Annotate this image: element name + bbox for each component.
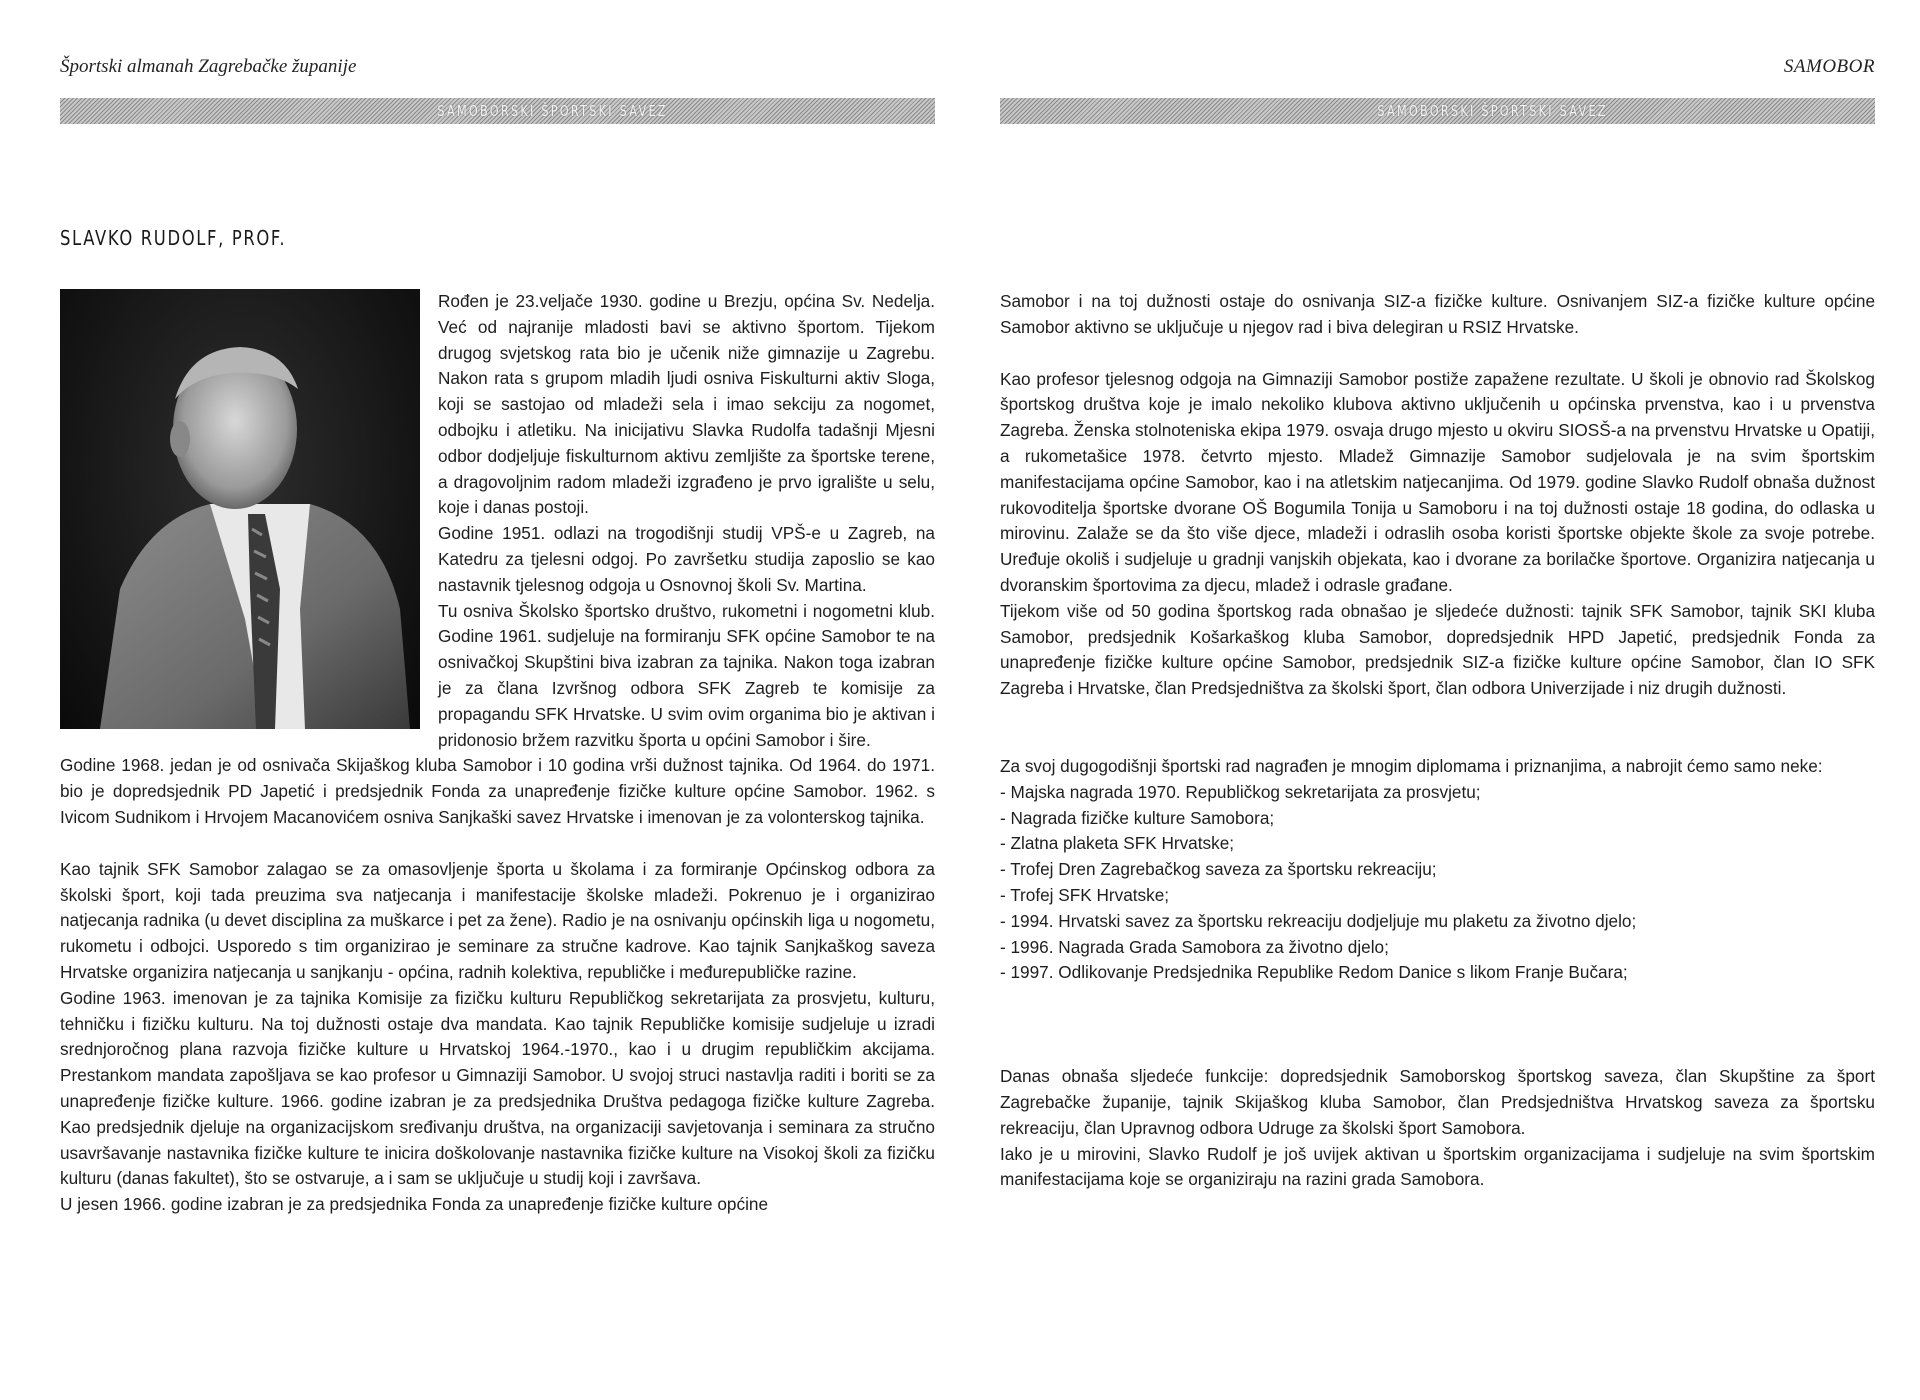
- paragraph: U jesen 1966. godine izabran je za predsjednika Fonda za unapređenje fizičke kulture općine: [60, 1194, 769, 1215]
- section-banner-left: [60, 98, 935, 124]
- paragraph: Kao tajnik SFK Samobor zalagao se za omasovljenje športa u školama i za formiranje Općinskog odbora za školski šport, koji tada preuzima sva natjecanja i manifestacije školske mladeži. Pokrenuo je i organizirao natjecanja radnika (u devet disciplina za muškarce i pet za žene). Radio je na osnivanju općinskih liga u nogometu, rukometu i odbojci. Usporedo s tim organizirao je seminare za stručne kadrove. Kao tajnik Sanjkaškog saveza Hrvatske organizira natjecanja u sanjkanju - općina, radnih kolektiva, republičke i međurepubličke razine.: [60, 858, 935, 982]
- running-head-left: Športski almanah Zagrebačke županije: [60, 56, 357, 77]
- right-article-body: [1000, 289, 1875, 1193]
- left-article-body: [60, 289, 935, 1218]
- list-item: - 1996. Nagrada Grada Samobora za životno djelo;: [1000, 936, 1389, 957]
- list-item: - Trofej Dren Zagrebačkog saveza za športsku rekreaciju;: [1000, 859, 1437, 880]
- paragraph: Tu osniva Školsko športsko društvo, rukometni i nogometni klub. Godine 1961. sudjeluje na formiranju SFK općine Samobor te na osnivačkoj Skupštini biva izabran za tajnika. Nakon toga izabran je za člana Izvršnog odbora SFK Zagreb te komisije za propagandu SFK Hrvatske. U svim ovim organima bio je aktivan i pridonosio bržem razvitku športa u općini Samobor i šire.: [438, 600, 935, 750]
- paragraph: Danas obnaša sljedeće funkcije: dopredsjednik Samoborskog športskog saveza, član Skupštine za šport Zagrebačke županije, tajnik Skijaškog kluba Samobor, član Predsjedništva Hrvatskog saveza za športsku rekreaciju, član Upravnog odbora Udruge za školski šport Samobora.: [1000, 1066, 1875, 1138]
- left-page: [60, 0, 935, 1400]
- paragraph: Rođen je 23.veljače 1930. godine u Brezju, općina Sv. Nedelja. Već od najranije mladosti bavi se aktivno športom. Tijekom drugog svjetskog rata bio je učenik niže gimnazije u Zagrebu. Nakon rata s grupom mladih ljudi osniva Fiskulturni aktiv Sloga, koji se sastojao od mladeži sela i imao sekciju za nogomet, odbojku i atletiku. Na inicijativu Slavka Rudolfa tadašnji Mjesni odbor dodjeljuje fiskulturnom aktivu zemljište za športske terene, a dragovoljnim radom mladeži izgrađeno je prvo igralište u selu, koje i danas postoji.: [438, 291, 935, 518]
- article-title: SLAVKO RUDOLF, PROF.: [60, 226, 287, 250]
- awards-intro: Za svoj dugogodišnji športski rad nagrađen je mnogim diplomama i priznanjima, a nabrojit ćemo samo neke:: [1000, 755, 1823, 776]
- paragraph: Kao profesor tjelesnog odgoja na Gimnaziji Samobor postiže zapažene rezultate. U školi je obnovio rad Školskog športskog društva koje je imalo nekoliko klubova aktivno uključenih u općinska prvenstva, kao i u prvenstva Zagreba. Ženska stolnoteniska ekipa 1979. osvaja drugo mjesto u okviru SIOSŠ-a na prvenstvu Hrvatske u Opatiji, a rukometašice 1978. četvrto mjesto. Mladež Gimnazije Samobor sudjelovala je na svim športskim manifestacijama općine Samobor, kao i na atletskim natjecanjima. Od 1979. godine Slavko Rudolf obnaša dužnost rukovoditelja športske dvorane OŠ Bogumila Tonija u Samoboru i na toj dužnosti ostaje 18 godina, do odlaska u mirovinu. Zalaže se da što više djece, mladeži i odraslih osoba koristi športske objekte škole za svoje potrebe. Uređuje okoliš i sudjeluje u gradnji vanjskih objekata, kao i dvorane za borilačke športove. Organizira natjecanja u dvoranskim športovima za djecu, mladež i odrasle građane.: [1000, 368, 1875, 595]
- banner-label-left: SAMOBORSKI ŠPORTSKI SAVEZ: [437, 102, 668, 120]
- banner-label-right: SAMOBORSKI ŠPORTSKI SAVEZ: [1377, 102, 1608, 120]
- paragraph: Godine 1951. odlazi na trogodišnji studij VPŠ-e u Zagreb, na Katedru za tjelesni odgoj. Po završetku studija zaposlio se kao nastavnik tjelesnog odgoja u Osnovnoj školi Sv. Martina.: [438, 523, 935, 595]
- right-page: [1000, 0, 1875, 1400]
- paragraph: Godine 1963. imenovan je za tajnika Komisije za fizičku kulturu Republičkog sekretarijata za prosvjetu, kulturu, tehničku i fizičku kulturu. Na toj dužnosti ostaje dva mandata. Kao tajnik Republičke komisije sudjeluje u izradi srednjoročnog plana razvoja fizičke kulture u Hrvatskoj 1964.-1970., kao i u drugim republičkim akcijama. Prestankom mandata zapošljava se kao profesor u Gimnaziji Samobor. U svojoj struci nastavlja raditi i boriti se za unapređenje fizičke kulture. 1966. godine izabran je za predsjednika Društva pedagoga fizičke kulture Zagreba. Kao predsjednik djeluje na organizacijskom sređivanju društva, na organizaciji savjetovanja i seminara za stručno usavršavanje nastavnika fizičke kulture te inicira doškolovanje nastavnika fizičke kulture na Visokoj školi za fizičku kulturu (danas fakultet), što se ostvaruje, a i sam se uključuje u studij koji i završava.: [60, 987, 935, 1189]
- paragraph: Tijekom više od 50 godina športskog rada obnašao je sljedeće dužnosti: tajnik SFK Samobor, tajnik SKI kluba Samobor, predsjednik Košarkaškog kluba Samobor, dopredsjednik HPD Japetić, predsjednik Fonda za unapređenje fizičke kulture općine Samobor, predsjednik SIZ-a fizičke kulture općine Samobor, član IO SFK Zagreba i Hrvatske, član Predsjedništva za školski šport, član odbora Univerzijade i niz drugih dužnosti.: [1000, 600, 1875, 699]
- running-head-right: SAMOBOR: [1783, 56, 1875, 77]
- list-item: - Nagrada fizičke kulture Samobora;: [1000, 807, 1275, 828]
- section-banner-right: [1000, 98, 1875, 124]
- list-item: - Trofej SFK Hrvatske;: [1000, 884, 1170, 905]
- paragraph: Godine 1968. jedan je od osnivača Skijaškog kluba Samobor i 10 godina vrši dužnost tajnika. Od 1964. do 1971. bio je dopredsjednik PD Japetić i predsjednik Fonda za unapređenje fizičke kulture općine Samobor. 1962. s Ivicom Sudnikom i Hrvojem Macanovićem osniva Sanjkaški savez Hrvatske i imenovan je za volonterskog tajnika.: [60, 755, 935, 827]
- list-item: - Zlatna plaketa SFK Hrvatske;: [1000, 833, 1235, 854]
- list-item: - Majska nagrada 1970. Republičkog sekretarijata za prosvjetu;: [1000, 781, 1481, 802]
- list-item: - 1994. Hrvatski savez za športsku rekreaciju dodjeljuje mu plaketu za životno djelo;: [1000, 910, 1637, 931]
- awards-list: [1000, 780, 1875, 986]
- paragraph: Samobor i na toj dužnosti ostaje do osnivanja SIZ-a fizičke kulture. Osnivanjem SIZ-a fizičke kulture općine Samobor aktivno se uključuje u njegov rad i biva delegiran u RSIZ Hrvatske.: [1000, 291, 1875, 337]
- paragraph: Iako je u mirovini, Slavko Rudolf je još uvijek aktivan u športskim organizacijama i sudjeluje na svim športskim manifestacijama koje se organiziraju na razini grada Samobora.: [1000, 1143, 1875, 1190]
- list-item: - 1997. Odlikovanje Predsjednika Republike Redom Danice s likom Franje Bučara;: [1000, 962, 1628, 983]
